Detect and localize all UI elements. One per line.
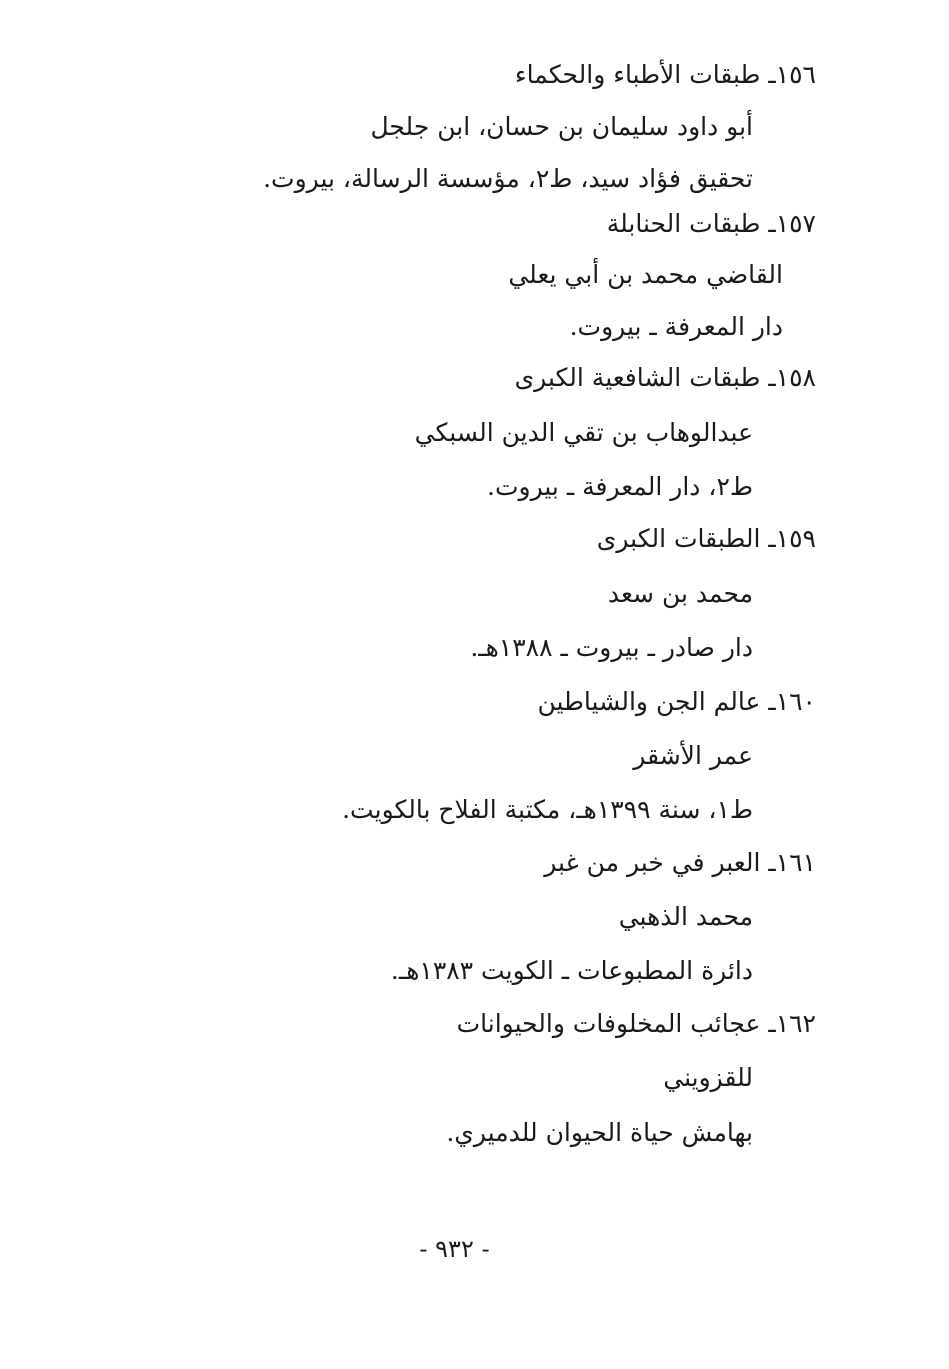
entry-author: عمر الأشقر (633, 741, 753, 770)
entry-title: ١٦١ـ العبر في خبر من غبر (544, 848, 816, 877)
page-number: - ٩٣٢ - (419, 1235, 490, 1263)
entry-publication: ط١، سنة ١٣٩٩هـ، مكتبة الفلاح بالكويت. (342, 795, 753, 824)
entry-publication: تحقيق فؤاد سيد، ط٢، مؤسسة الرسالة، بيروت. (263, 164, 753, 193)
entry-author: أبو داود سليمان بن حسان، ابن جلجل (370, 112, 753, 141)
entry-author: للقزويني (663, 1063, 753, 1092)
entry-publication: دائرة المطبوعات ـ الكويت ١٣٨٣هـ. (390, 956, 753, 985)
entry-title: ١٦٢ـ عجائب المخلوفات والحيوانات (456, 1009, 816, 1038)
entry-author: القاضي محمد بن أبي يعلي (508, 260, 783, 289)
entry-author: عبدالوهاب بن تقي الدين السبكي (414, 418, 753, 447)
entry-publication: دار صادر ـ بيروت ـ ١٣٨٨هـ. (470, 633, 753, 662)
entry-title: ١٥٨ـ طبقات الشافعية الكبرى (514, 363, 816, 392)
entry-publication: دار المعرفة ـ بيروت. (569, 312, 783, 341)
entry-publication: بهامش حياة الحيوان للدميري. (446, 1118, 753, 1147)
entry-author: محمد بن سعد (607, 579, 753, 608)
entry-publication: ط٢، دار المعرفة ـ بيروت. (487, 472, 753, 501)
entry-title: ١٥٧ـ طبقات الحنابلة (606, 209, 816, 238)
entry-author: محمد الذهبي (618, 902, 753, 931)
entry-title: ١٦٠ـ عالم الجن والشياطين (537, 687, 816, 716)
entry-title: ١٥٦ـ طبقات الأطباء والحكماء (514, 60, 816, 89)
entry-title: ١٥٩ـ الطبقات الكبرى (596, 524, 816, 553)
